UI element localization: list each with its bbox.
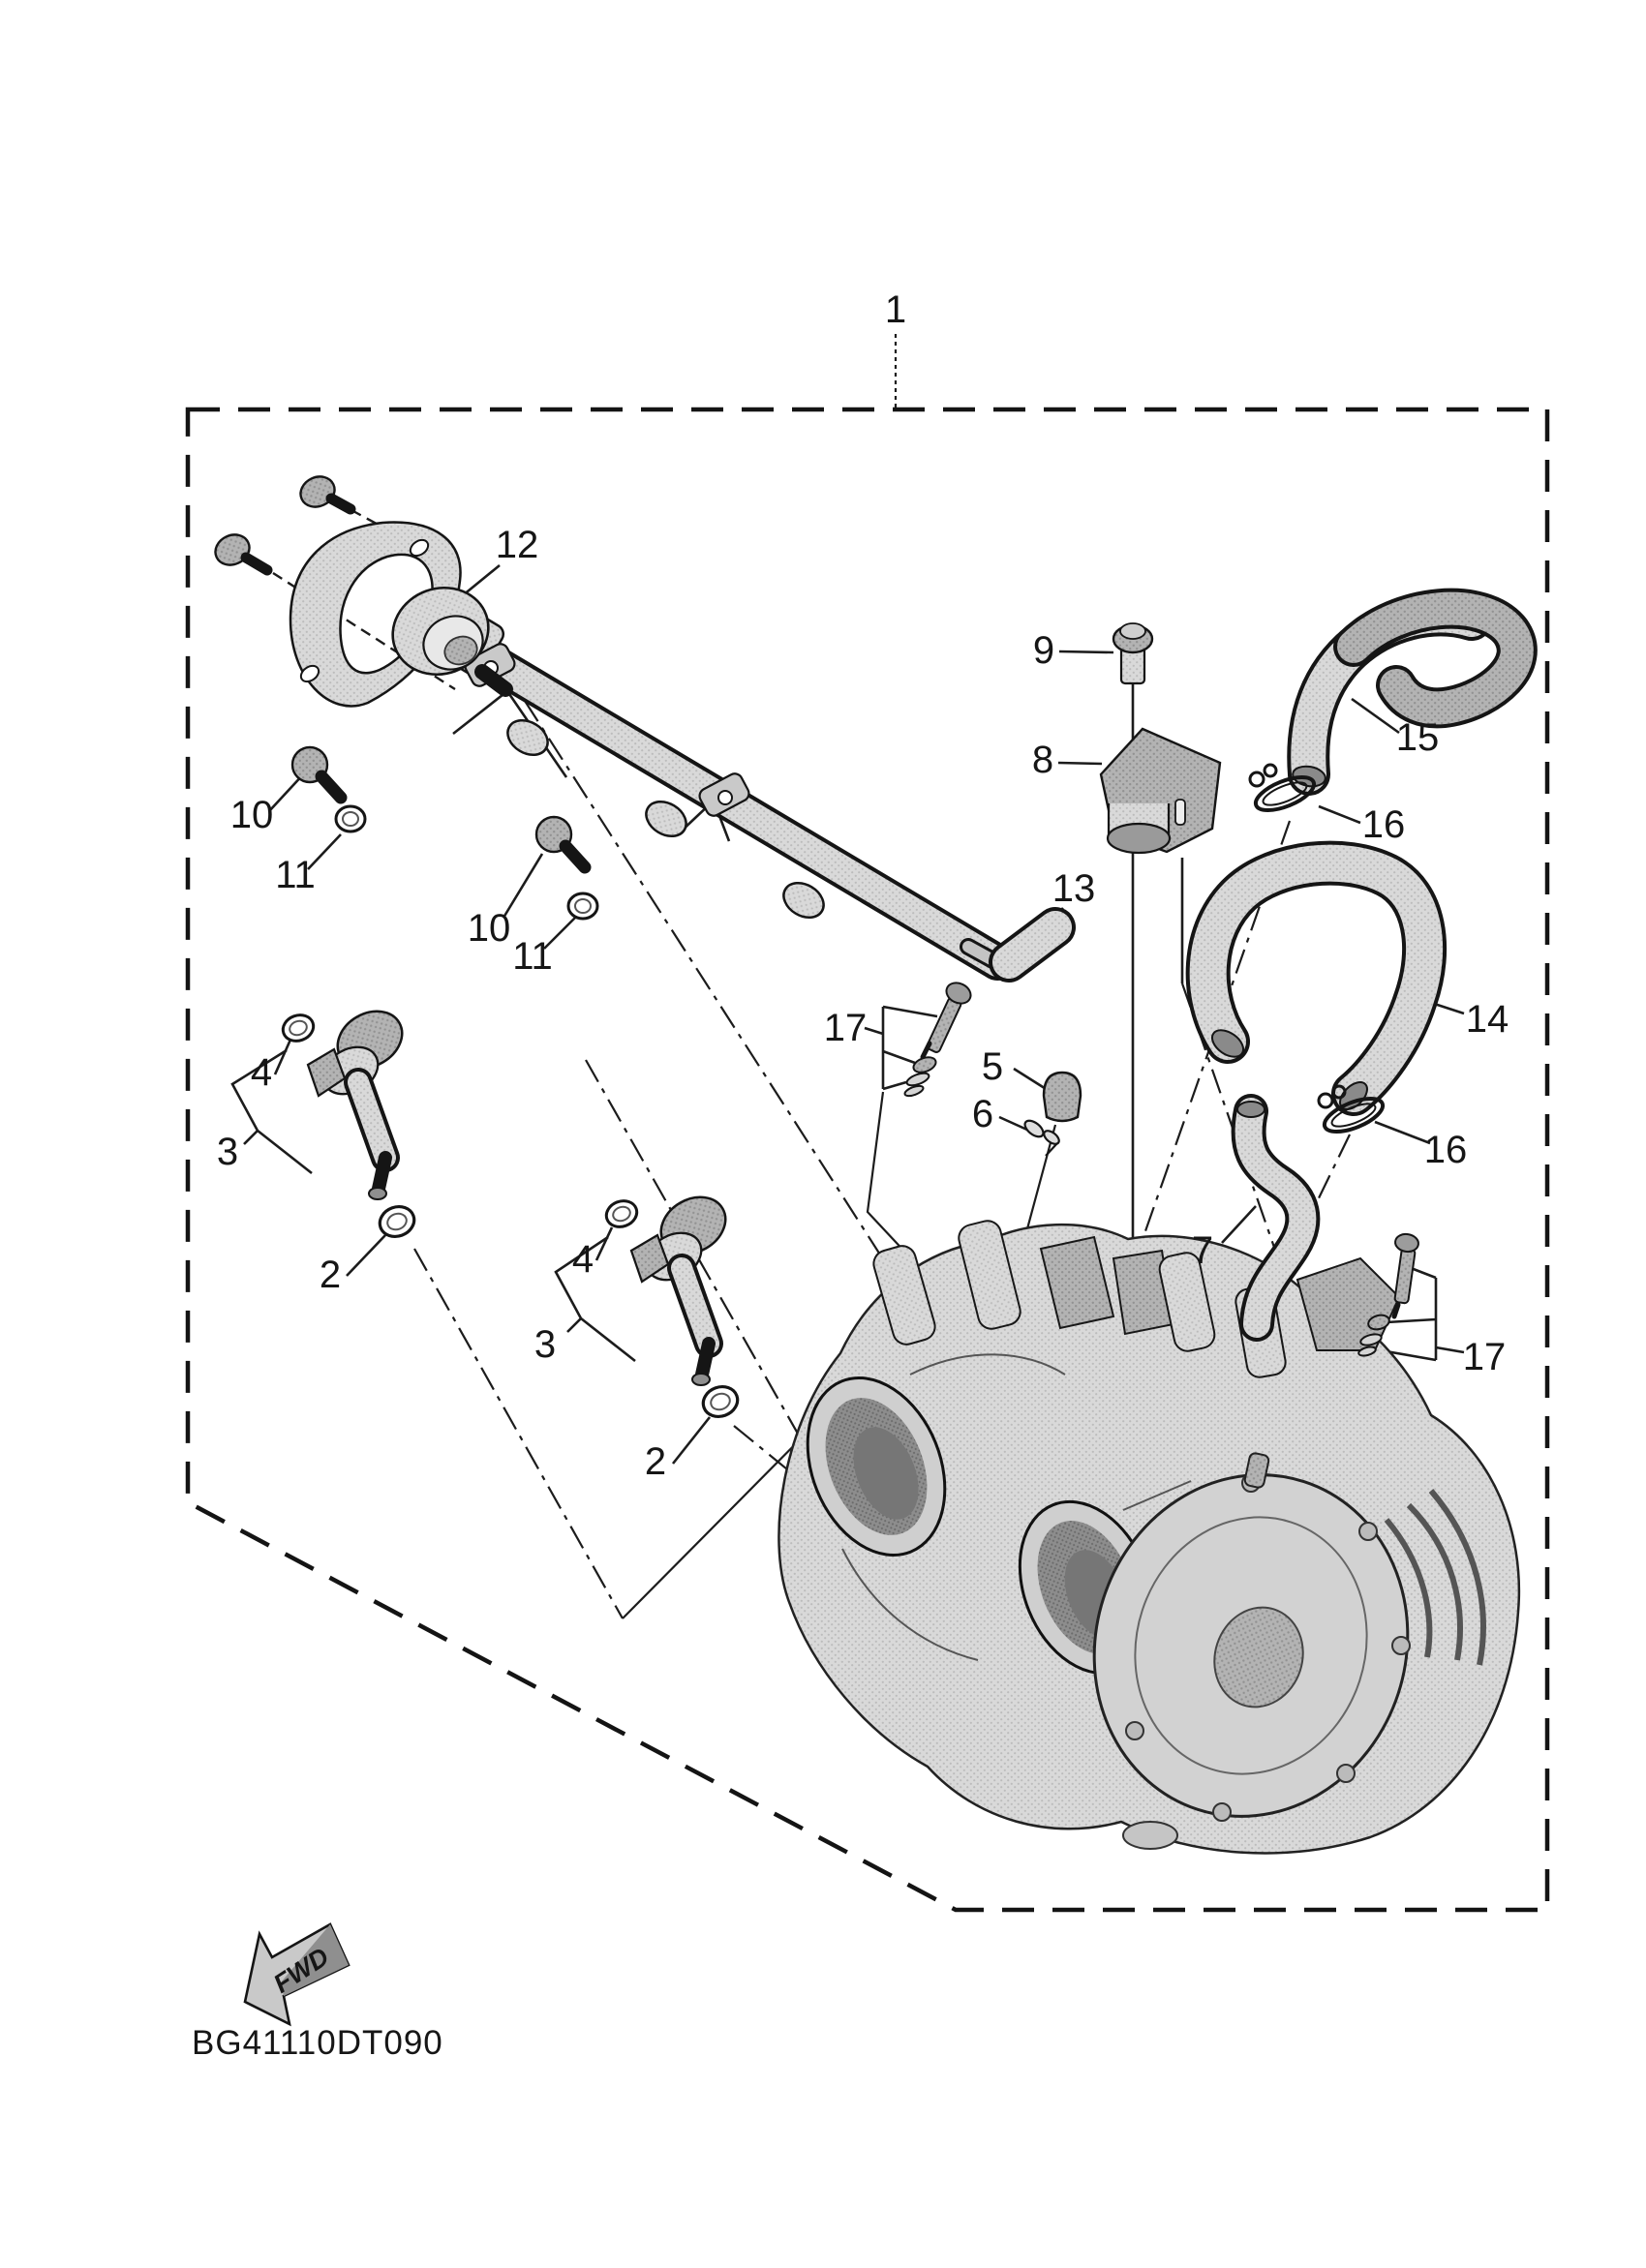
callout-9: 9 — [1032, 629, 1055, 672]
sensor-boss-base — [1108, 824, 1170, 853]
screw-head — [1394, 1232, 1419, 1253]
leader-8 — [1058, 763, 1102, 764]
callout-12: 12 — [495, 524, 539, 566]
joint-pipe-13 — [1009, 927, 1055, 962]
cover-bolt-6 — [1126, 1722, 1143, 1739]
bolt-shank — [321, 776, 341, 798]
callout-17-left: 17 — [823, 1007, 868, 1049]
fwd-arrow-label: FWD — [268, 1942, 335, 1999]
callout-3-b: 3 — [533, 1323, 557, 1366]
leader-7 — [1222, 1206, 1256, 1243]
callout-14: 14 — [1465, 998, 1509, 1041]
bolt-9-head-top — [1120, 623, 1145, 639]
clamp-ring — [1251, 771, 1318, 817]
washer — [911, 1054, 937, 1074]
injector-nozzle — [702, 1344, 709, 1375]
callout-6: 6 — [971, 1093, 994, 1135]
callout-4-a: 4 — [250, 1051, 273, 1094]
injector-b — [631, 1186, 736, 1385]
o-ring-11-upper — [336, 806, 365, 832]
sensor-8 — [1101, 729, 1220, 853]
o-ring-4-b — [603, 1196, 641, 1230]
rail-cup-3 — [777, 876, 830, 924]
clip-6 — [1022, 1117, 1062, 1156]
callout-10-upper: 10 — [229, 794, 274, 836]
cover-bolt-3 — [1392, 1637, 1410, 1654]
o-ring-11-lower — [568, 893, 597, 919]
clamp-ear-1 — [1250, 772, 1264, 786]
leader-9 — [1059, 651, 1113, 652]
injector-nozzle — [379, 1158, 385, 1189]
throttle-body-assembly — [778, 1218, 1518, 1857]
injector-body — [682, 1268, 709, 1344]
callout-7: 7 — [1191, 1229, 1214, 1272]
bolt-10-upper — [292, 747, 341, 798]
leader-2-a — [347, 1235, 385, 1276]
callout-1: 1 — [884, 288, 907, 331]
sensor-slot — [1175, 800, 1185, 825]
callout-5: 5 — [981, 1045, 1004, 1088]
hose7-opening — [1237, 1102, 1265, 1117]
screw-top-head — [295, 471, 339, 512]
screw-tip — [923, 1043, 930, 1057]
bracket-3-b — [556, 1237, 635, 1361]
screw-top-shank — [331, 499, 351, 509]
clamp-ear-2 — [1265, 765, 1276, 776]
cover-bolt-2 — [1359, 1523, 1377, 1540]
hose-14 — [1207, 863, 1424, 1115]
engine-foot — [1123, 1822, 1177, 1849]
clamp-ring-inner — [1261, 778, 1309, 810]
screw-shank — [1394, 1248, 1416, 1303]
callout-3-a: 3 — [216, 1131, 239, 1173]
clip-ring-2 — [1042, 1129, 1061, 1147]
o-ring-2-b — [699, 1382, 742, 1422]
callout-4-b: 4 — [571, 1238, 594, 1281]
part-code: BG41110DT090 — [192, 2024, 443, 2062]
cap-5 — [1044, 1073, 1081, 1121]
callout-11-lower: 11 — [512, 935, 553, 978]
callout-2-b: 2 — [644, 1440, 667, 1483]
bolt-shank — [565, 846, 585, 867]
callout-13: 13 — [1052, 867, 1096, 910]
callout-17-right: 17 — [1462, 1336, 1507, 1378]
o-ring-2-a — [376, 1202, 418, 1242]
callout-16-lower: 16 — [1423, 1129, 1468, 1171]
cover-bolt-4 — [1337, 1765, 1355, 1782]
clip-tail — [1046, 1143, 1057, 1156]
callout-10-lower: 10 — [467, 907, 511, 950]
fwd-arrow — [245, 1924, 349, 2024]
bolt-10-lower — [536, 817, 585, 867]
injector-body — [358, 1082, 385, 1158]
cap-body — [1044, 1073, 1081, 1121]
callout-11-upper: 11 — [275, 854, 316, 896]
clip-ring-1 — [1022, 1117, 1047, 1139]
bolt-9 — [1113, 623, 1152, 683]
callout-16-upper: 16 — [1361, 803, 1406, 846]
leader-2-b — [673, 1417, 710, 1464]
cover-bolt-5 — [1213, 1803, 1231, 1821]
mount-bracket — [1297, 1258, 1399, 1350]
injector-a — [308, 1000, 412, 1199]
callout-2-a: 2 — [319, 1254, 342, 1296]
screw-left-shank — [246, 558, 267, 570]
rail-cup-1 — [502, 713, 554, 762]
leader-16-upper — [1319, 806, 1360, 823]
pin-2 — [903, 1084, 925, 1098]
callout-8: 8 — [1031, 739, 1054, 781]
rail-tab-2-hole — [718, 791, 732, 804]
o-ring-4-a — [280, 1011, 318, 1044]
injector-tip — [692, 1374, 710, 1385]
hose-15 — [1292, 609, 1517, 789]
axis-injector-a — [414, 1249, 623, 1618]
rail-cup-2 — [640, 795, 692, 843]
clamp-ear-1 — [1319, 1094, 1332, 1107]
screw-set-17-left — [903, 979, 974, 1098]
callout-15: 15 — [1395, 716, 1440, 759]
injector-tip — [369, 1188, 386, 1199]
leader-16-lower — [1375, 1122, 1430, 1143]
